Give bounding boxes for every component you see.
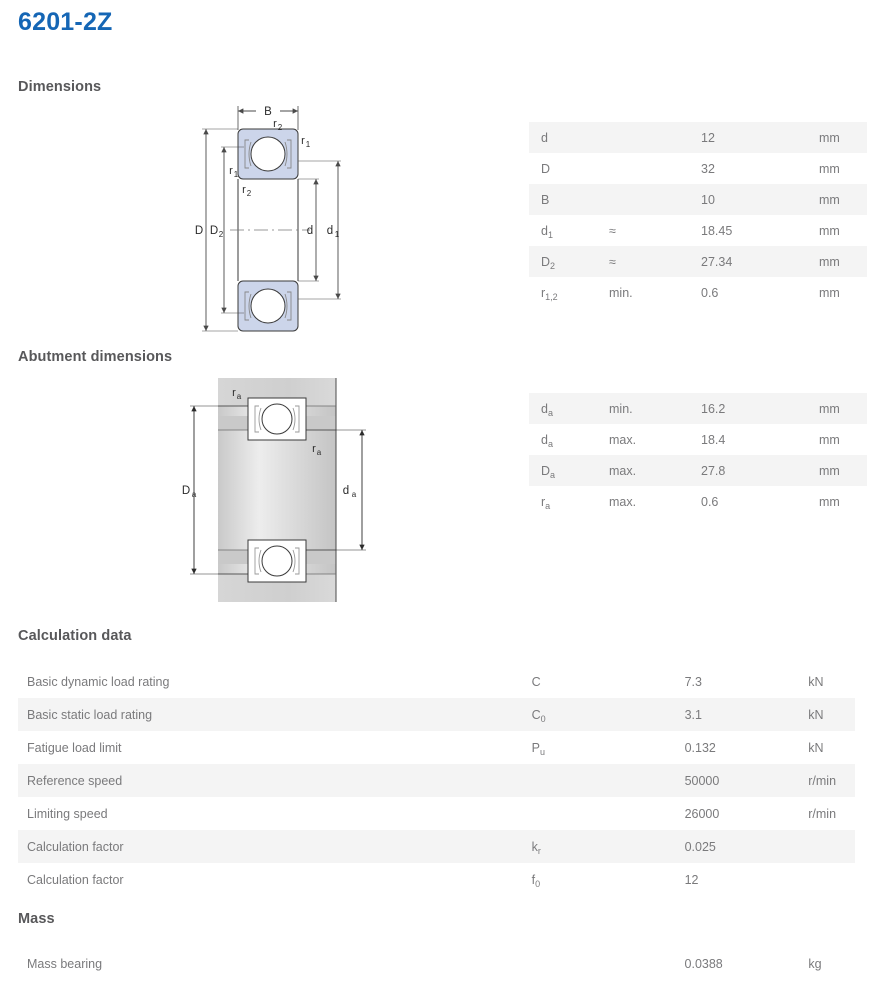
section-heading-calculation-data: Calculation data [18, 628, 132, 644]
calc-value: 26000 [684, 806, 720, 821]
abutment-table-body [529, 393, 867, 517]
calc-value: 3.1 [684, 707, 702, 722]
calc-value: 12 [684, 872, 699, 887]
calc-unit [808, 830, 855, 863]
svg-text:r: r [229, 165, 233, 177]
dimension-symbol: $r_{1,2}$ [541, 285, 558, 302]
abutment-qualifier: min. [609, 401, 633, 416]
svg-text:a: a [316, 448, 322, 457]
table-row [18, 797, 855, 830]
calc-value: 0.132 [684, 740, 716, 755]
mass-description: Mass bearing [27, 956, 103, 971]
abutment-unit: mm [819, 463, 840, 478]
abutment-symbol: $d_a$ [541, 432, 553, 449]
svg-text:2: 2 [218, 230, 224, 239]
table-row [18, 830, 855, 863]
dimension-unit: mm [819, 285, 840, 300]
calc-symbol [532, 797, 685, 830]
calculation-data-table [18, 665, 855, 896]
calc-description: Reference speed [27, 773, 123, 788]
calc-unit [808, 863, 855, 896]
svg-text:2: 2 [277, 123, 283, 132]
abutment-dimensions-table [529, 393, 867, 517]
calc-symbol: C [531, 674, 541, 689]
dimension-value: 10 [701, 192, 715, 207]
abutment-unit: mm [819, 401, 840, 416]
table-row [18, 764, 855, 797]
mass-symbol [531, 947, 684, 980]
svg-text:d: d [342, 485, 350, 497]
mass-table [18, 947, 855, 980]
svg-text:r: r [301, 135, 305, 147]
calc-value: 0.025 [684, 839, 716, 854]
dimension-unit: mm [819, 254, 840, 269]
svg-text:1: 1 [334, 230, 340, 239]
dimension-unit: mm [819, 161, 840, 176]
calc-description: Limiting speed [27, 806, 108, 821]
section-heading-mass: Mass [18, 911, 55, 927]
dimension-symbol: $D_2$ [541, 254, 556, 271]
svg-text:d: d [326, 225, 334, 237]
section-heading-dimensions: Dimensions [18, 79, 102, 95]
mass-value: 0.0388 [684, 956, 723, 971]
dimension-unit: mm [819, 223, 840, 238]
calc-symbol: $k_r$ [531, 839, 541, 856]
abutment-value: 16.2 [701, 401, 726, 416]
calc-symbol: $P_u$ [531, 740, 545, 757]
table-row [18, 698, 855, 731]
calc-symbol: $C_0$ [531, 707, 546, 724]
table-row [18, 947, 855, 980]
table-row [529, 184, 867, 215]
section-heading-abutment-dimensions: Abutment dimensions [18, 349, 173, 365]
abutment-unit: mm [819, 432, 840, 447]
svg-text:r: r [242, 184, 246, 196]
calc-symbol: $f_0$ [531, 872, 541, 889]
table-row [18, 731, 855, 764]
table-row [529, 246, 867, 277]
dimension-symbol: $d_1$ [541, 223, 553, 240]
svg-text:r: r [232, 387, 236, 399]
svg-text:D: D [194, 225, 204, 237]
svg-text:1: 1 [305, 140, 311, 149]
table-row [529, 122, 867, 153]
dimension-symbol: D [541, 161, 551, 176]
svg-text:r: r [312, 443, 316, 455]
svg-text:d: d [306, 225, 314, 237]
dimensions-table [529, 122, 867, 308]
calc-unit: r/min [808, 773, 837, 788]
abutment-value: 0.6 [701, 494, 719, 509]
table-row [529, 153, 867, 184]
table-row [18, 665, 855, 698]
svg-text:D: D [209, 225, 219, 237]
abutment-value: 27.8 [701, 463, 726, 478]
dimension-value: 0.6 [701, 285, 719, 300]
calculation-table-body [18, 665, 855, 896]
svg-text:a: a [351, 490, 357, 499]
dimension-value: 12 [701, 130, 715, 145]
abutment-unit: mm [819, 494, 840, 509]
calc-symbol [532, 764, 685, 797]
mass-unit: kg [808, 956, 822, 971]
table-row [529, 424, 867, 455]
dimension-qualifier: ≈ [609, 254, 616, 269]
table-row [529, 486, 867, 517]
dimension-value: 18.45 [701, 223, 733, 238]
abutment-qualifier: max. [609, 494, 637, 509]
svg-text:a: a [191, 490, 197, 499]
dimension-qualifier [609, 184, 701, 215]
dimension-qualifier [609, 153, 701, 184]
dimension-symbol: d [541, 130, 548, 145]
table-row [529, 455, 867, 486]
calc-description: Basic static load rating [27, 707, 153, 722]
svg-text:1: 1 [233, 170, 239, 179]
dimension-value: 32 [701, 161, 715, 176]
calc-unit: r/min [808, 806, 837, 821]
calc-description: Fatigue load limit [27, 740, 122, 755]
svg-text:r: r [273, 118, 277, 130]
calc-description: Basic dynamic load rating [27, 674, 170, 689]
calc-value: 50000 [684, 773, 720, 788]
svg-text:B: B [264, 106, 272, 118]
bearing-cross-section-diagram [188, 100, 378, 340]
abutment-value: 18.4 [701, 432, 726, 447]
svg-text:D: D [181, 485, 191, 497]
dimension-value: 27.34 [701, 254, 733, 269]
dimension-qualifier [609, 122, 701, 153]
table-row [18, 863, 855, 896]
abutment-symbol: $r_a$ [541, 494, 551, 511]
svg-text:a: a [236, 392, 242, 401]
table-row [529, 393, 867, 424]
abutment-symbol: $d_a$ [541, 401, 553, 418]
abutment-qualifier: max. [609, 432, 637, 447]
dimension-qualifier: min. [609, 285, 633, 300]
svg-text:2: 2 [246, 189, 252, 198]
abutment-dimensions-diagram [180, 370, 380, 610]
dimension-symbol: B [541, 192, 550, 207]
calc-description: Calculation factor [27, 839, 124, 854]
calc-unit: kN [808, 707, 824, 722]
calc-unit: kN [808, 674, 824, 689]
calc-description: Calculation factor [27, 872, 124, 887]
abutment-qualifier: max. [609, 463, 637, 478]
dimension-unit: mm [819, 192, 840, 207]
table-row [529, 215, 867, 246]
dimension-unit: mm [819, 130, 840, 145]
dimension-qualifier: ≈ [609, 223, 616, 238]
dimensions-table-body [529, 122, 867, 308]
calc-unit: kN [808, 740, 824, 755]
mass-table-body [18, 947, 855, 980]
calc-value: 7.3 [684, 674, 702, 689]
page-title: 6201-2Z [18, 8, 113, 36]
table-row [529, 277, 867, 308]
abutment-symbol: $D_a$ [541, 463, 556, 480]
